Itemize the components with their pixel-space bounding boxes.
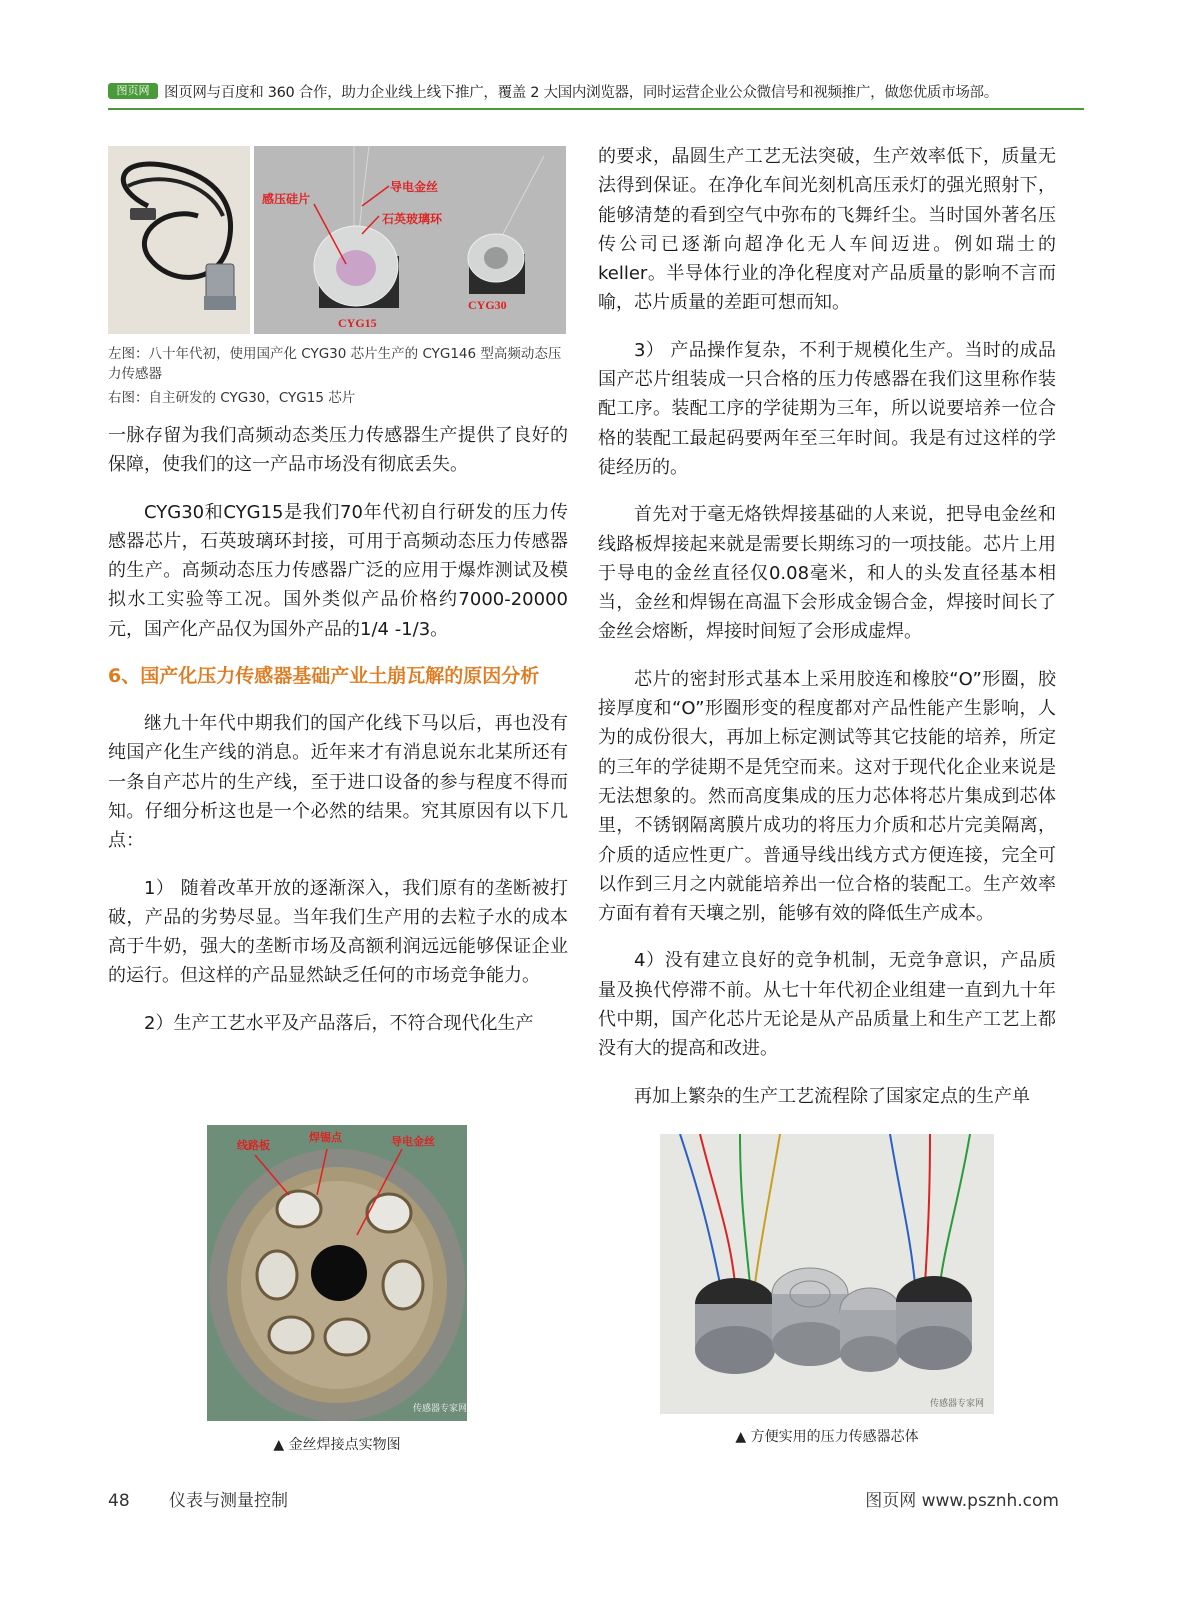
right-column: [598, 142, 1056, 1111]
top-figure-caption: [108, 344, 568, 408]
journal-name: 仪表与测量控制: [169, 1491, 289, 1511]
label-solder-point: 焊锡点: [309, 1131, 342, 1144]
paragraph: 继九十年代中期我们的国产化线下马以后，再也没有纯国产化生产线的消息。近年来才有消息说东北某所还有一条自产芯片的生产线，至于进口设备的参与程度不得而知。仔细分析这也是一个必然的结果。究其原因有以下几点：: [108, 713, 568, 852]
paragraph: 再加上繁杂的生产工艺流程除了国家定点的生产单: [634, 1085, 1030, 1107]
figure-caption: ▲ 金丝焊接点实物图: [273, 1437, 401, 1453]
label-gold-wire: 导电金丝: [390, 180, 439, 194]
watermark: 传感器专家网: [413, 1404, 467, 1414]
label-cyg30: CYG30: [468, 298, 507, 312]
header-text: 图页网与百度和 360 合作，助力企业线上线下推广，覆盖 2 大国内浏览器，同时运营企业公众微信号和视频推广，做您优质市场部。: [164, 84, 998, 101]
paragraph: 1） 随着改革开放的逐渐深入，我们原有的垄断被打破，产品的劣势尽显。当年我们生产用的去粒子水的成本高于牛奶，强大的垄断市场及高额利润远远能够保证企业的运行。但这样的产品显然缺乏任何的市场竞争能力。: [108, 877, 568, 987]
paragraph: 2）生产工艺水平及产品落后，不符合现代化生产: [144, 1012, 534, 1034]
label-quartz-ring: 石英玻璃环: [382, 212, 443, 226]
label-gold-wire-2: 导电金丝: [391, 1135, 435, 1148]
label-pressure-chip: 感压硅片: [262, 192, 311, 206]
site-logo: 图页网: [108, 83, 158, 99]
photo-pressure-cores: [660, 1134, 994, 1414]
header-divider: [108, 108, 1084, 110]
paragraph: 3） 产品操作复杂，不利于规模化生产。当时的成品国产芯片组装成一只合格的压力传感器在我们这里称作装配工序。装配工序的学徒期为三年，所以说要培养一位合格的装配工最起码要两年至三年时间。我是有过这样的学徒经历的。: [598, 339, 1056, 478]
caption-right: 右图：自主研发的 CYG30，CYG15 芯片: [108, 390, 356, 406]
paragraph: 的要求，晶圆生产工艺无法突破，生产效率低下，质量无法得到保证。在净化车间光刻机高压汞灯的强光照射下，能够清楚的看到空气中弥布的飞舞纤尘。当时国外著名压传公司已逐渐向超净化无人车间迈进。例如瑞士的keller。半导体行业的净化程度对产品质量的影响不言而喻，芯片质量的差距可想而知。: [598, 146, 1056, 314]
section-heading: 6、国产化压力传感器基础产业土崩瓦解的原因分析: [108, 665, 540, 688]
photo-gold-wire-solder: [207, 1125, 467, 1421]
caption-left: 左图：八十年代初，使用国产化 CYG30 芯片生产的 CYG146 型高频动态压力传感器: [108, 346, 562, 382]
label-circuit-board: 线路板: [237, 1139, 270, 1152]
paragraph: 4）没有建立良好的竞争机制，无竞争意识，产品质量及换代停滞不前。从七十年代初企业组建一直到九十年代中期，国产化芯片无论是从产品质量上和生产工艺上都没有大的提高和改进。: [598, 950, 1056, 1060]
paragraph: CYG30和CYG15是我们70年代初自行研发的压力传感器芯片，石英玻璃环封接，可用于高频动态压力传感器的生产。高频动态压力传感器广泛的应用于爆炸测试及模拟水工实验等工况。国外类似产品价格约7000-20000元，国产化产品仅为国外产品的1/4 -1/3。: [108, 501, 568, 640]
page-header: [108, 80, 1084, 102]
paragraph: 首先对于毫无烙铁焊接基础的人来说，把导电金丝和线路板焊接起来就是需要长期练习的一项技能。芯片上用于导电的金丝直径仅0.08毫米，和人的头发直径基本相当，金丝和焊锡在高温下会形成金锡合金，焊接时间长了金丝会熔断，焊接时间短了会形成虚焊。: [598, 504, 1056, 643]
left-column: [108, 421, 568, 1038]
photo-cyg146-sensor: [108, 146, 250, 334]
page-number: 48: [108, 1491, 130, 1511]
label-cyg15: CYG15: [338, 316, 377, 330]
page-footer-left: [108, 1486, 322, 1511]
figure-caption: ▲ 方便实用的压力传感器芯体: [735, 1429, 919, 1445]
paragraph: 一脉存留为我们高频动态类压力传感器生产提供了良好的保障，使我们的这一产品市场没有彻底丢失。: [108, 425, 568, 476]
page-footer-right: 图页网 www.psznh.com: [865, 1491, 1059, 1511]
paragraph: 芯片的密封形式基本上采用胶连和橡胶“O”形圈，胶接厚度和“O”形圈形变的程度都对产品性能产生影响，人为的成份很大，再加上标定测试等其它技能的培养，所定的三年的学徒期不是凭空而来。这对于现代化企业来说是无法想象的。然而高度集成的压力芯体将芯片集成到芯体里，不锈钢隔离膜片成功的将压力介质和芯片完美隔离，介质的适应性更广。普通导线出线方式方便连接，完全可以作到三月之内就能培养出一位合格的装配工。生产效率方面有着有天壤之别，能够有效的降低生产成本。: [598, 668, 1056, 925]
watermark: 传感器专家网: [930, 1399, 985, 1409]
photo-cyg-chips: [254, 146, 566, 334]
